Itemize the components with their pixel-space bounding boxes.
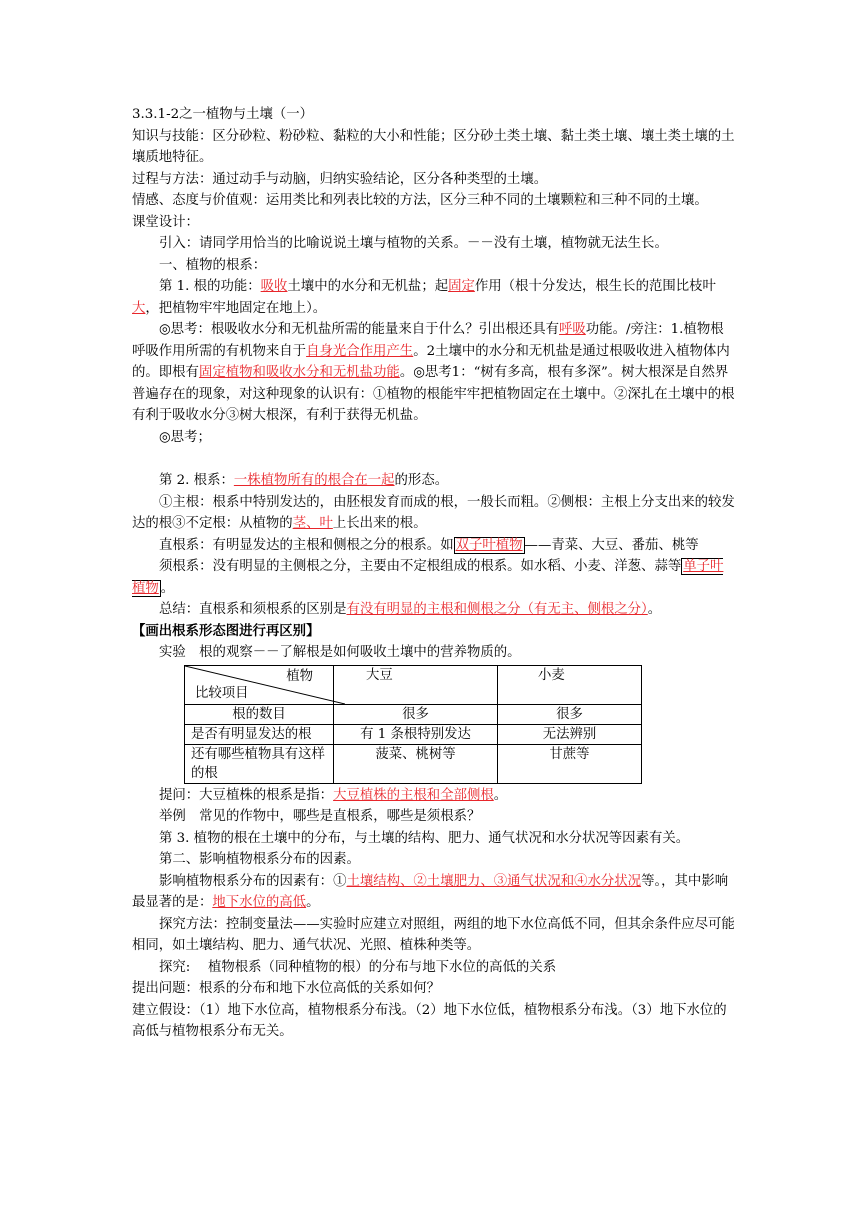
root-system-paragraph — [132, 470, 736, 492]
objective-process: 过程与方法：通过动手与动脑，归纳实验结论，区分各种类型的土壤。 — [132, 171, 548, 187]
table-corner-cell — [185, 665, 334, 704]
emphasis-dicot: 双子叶植物 — [455, 537, 523, 553]
factors-paragraph — [132, 871, 736, 914]
table-header-row — [185, 665, 642, 704]
emphasis-monocot: 单子叶植物 — [132, 559, 724, 596]
text-run: 。 — [306, 895, 320, 910]
intro-paragraph: 引入：请同学用恰当的比喻说说土壤与植物的关系。－－没有土壤，植物就无法生长。 — [159, 236, 668, 251]
draw-instruction: 【画出根系形态图进行再区别】 — [132, 622, 320, 639]
design-label: 课堂设计： — [132, 214, 199, 230]
cell-wheat: 甘蔗等 — [498, 744, 642, 783]
emphasis-stem-leaf: 茎、叶 — [292, 516, 333, 531]
taproot-paragraph — [132, 535, 736, 557]
text-run: 总结：直根系和须根系的区别是 — [159, 602, 347, 617]
objective-knowledge: 知识与技能：区分砂粒、粉砂粒、黏粒的大小和性能；区分砂土类土壤、黏土类土壤、壤土类土壤的土壤质地特征。 — [132, 128, 735, 165]
text-run: ①主根：根系中特别发达的，由胚根发育而成的根，一般长而粗。②侧根：主根上分支出来的较发达的根③不定根：从植物的 — [132, 494, 735, 531]
emphasis-difference: 有没有明显的主根和侧根之分（有无主、侧根之分） — [346, 602, 648, 617]
emphasis-root-functions: 固定植物和吸收水分和无机盐功能 — [198, 365, 400, 380]
row-label: 是否有明显发达的根 — [185, 724, 334, 744]
table-row — [185, 744, 642, 783]
text-run: 。2土壤中的水分和无机盐是通过根吸收进入植物体内的。即根有 — [132, 343, 730, 380]
root-types-paragraph — [132, 492, 736, 535]
text-run: 须根系：没有明显的主侧根之分，主要由不定根组成的根系。如水稻、小麦、洋葱、蒜等 — [159, 559, 682, 574]
section-heading-2: 第二、影响植物根系分布的因素。 — [159, 852, 360, 867]
root-distribution-paragraph: 第 3. 植物的根在土壤中的分布，与土壤的结构、肥力、通气状况和水分状况等因素有关。 — [159, 830, 690, 846]
text-run: 。 — [647, 602, 662, 617]
column-header-wheat: 小麦 — [498, 665, 642, 704]
row-label: 还有哪些植物具有这样的根 — [185, 744, 334, 783]
text-run: 。◎思考1：“树有多高，根有多深”。树大根深是自然界普遍存在的现象，对这种现象的认识有：①植物的根能牢牢把植物固定在土壤中。②深扎在土壤中的根有利于吸收水分③树大根深，有利于获得无机盐。 — [132, 365, 735, 423]
comparison-table — [184, 665, 642, 784]
emphasis-water-table: 地下水位的高低 — [212, 895, 307, 910]
corner-bottom-label: 比较项目 — [195, 685, 249, 701]
method-paragraph: 探究方法：控制变量法——实验时应建立对照组，两组的地下水位高低不同，但其余条件应尽可能相同，如土壤结构、肥力、通气状况、光照、植株种类等。 — [132, 916, 735, 953]
emphasis-photosynthesis: 自身光合作用产生 — [306, 343, 414, 359]
cell-soybean: 很多 — [334, 704, 498, 724]
text-run: 上长出来的根。 — [332, 516, 427, 531]
text-run: 影响植物根系分布的因素有：① — [159, 873, 347, 889]
think-paragraph — [132, 319, 736, 427]
text-run: 直根系：有明显发达的主根和侧根之分的根系。如 — [159, 537, 454, 553]
row-label: 根的数目 — [185, 704, 334, 724]
document-page — [132, 104, 736, 1043]
question-statement: 提出问题：根系的分布和地下水位高低的关系如何？ — [132, 981, 440, 996]
cell-wheat: 无法辨别 — [498, 724, 642, 744]
doc-title: 3.3.1-2之一植物与土壤（一） — [132, 107, 314, 122]
table-row — [185, 704, 642, 724]
root-function-paragraph — [132, 276, 736, 319]
text-run: ——青菜、大豆、番茄、桃等 — [524, 537, 699, 553]
emphasis-factors: 土壤结构、②土壤肥力、③通气状况和④水分状况 — [346, 873, 642, 889]
table-row — [185, 724, 642, 744]
emphasis-absorb: 吸收 — [260, 279, 288, 294]
emphasis-respiration: 呼吸 — [559, 322, 586, 337]
text-run: 土壤中的水分和无机盐；起 — [287, 279, 449, 294]
text-run: 提问：大豆植株的根系是指： — [159, 787, 334, 803]
cell-soybean: 菠菜、桃树等 — [334, 744, 498, 783]
fibrous-root-paragraph — [132, 556, 736, 599]
think-label: ◎思考； — [159, 429, 211, 445]
text-run: 等。，其中影响最显著的是： — [132, 873, 729, 910]
emphasis-root-system: 一株植物所有的根合在一起 — [233, 473, 395, 488]
cell-soybean: 有 1 条根特别发达 — [334, 724, 498, 744]
emphasis-big: 大 — [132, 300, 146, 316]
text-run: 。 — [160, 580, 175, 596]
emphasis-soybean-roots: 大豆植株的主根和全部侧根 — [333, 787, 494, 803]
text-run: 第 2. 根系： — [159, 473, 234, 488]
text-run: 。 — [493, 787, 508, 803]
corner-top-label: 植物 — [286, 668, 313, 684]
example-paragraph: 举例 常见的作物中，哪些是直根系，哪些是须根系？ — [159, 809, 481, 824]
text-run: ，把植物牢牢地固定在地上）。 — [145, 300, 327, 316]
inquiry-paragraph: 探究: 植物根系（同种植物的根）的分布与地下水位的高低的关系 — [159, 959, 557, 975]
summary-paragraph — [132, 599, 736, 621]
cell-wheat: 很多 — [498, 704, 642, 724]
text-run: 第 1. 根的功能： — [159, 279, 261, 294]
column-header-soybean: 大豆 — [334, 665, 498, 704]
emphasis-fix: 固定 — [448, 279, 475, 294]
experiment-heading: 实验 根的观察－－了解根是如何吸收土壤中的营养物质的。 — [159, 645, 521, 660]
text-run: 功能。/旁注：1.植物根呼吸作用所需的有机物来自于 — [132, 322, 724, 359]
objective-emotion: 情感、态度与价值观：运用类比和列表比较的方法，区分三种不同的土壤颗粒和三种不同的土壤。 — [132, 193, 708, 208]
hypothesis-paragraph: 建立假设：（1）地下水位高，植物根系分布浅。（2）地下水位低，植物根系分布浅。（3）地下水位的高低与植物根系分布无关。 — [132, 1002, 727, 1039]
spacer — [132, 448, 736, 470]
text-run: ◎思考：根吸收水分和无机盐所需的能量来自于什么？引出根还具有 — [159, 322, 560, 337]
section-heading-1: 一、植物的根系： — [159, 257, 267, 273]
text-run: 作用（根十分发达，根生长的范围比枝叶 — [474, 279, 716, 294]
text-run: 的形态。 — [394, 473, 449, 488]
question-paragraph — [132, 785, 736, 807]
